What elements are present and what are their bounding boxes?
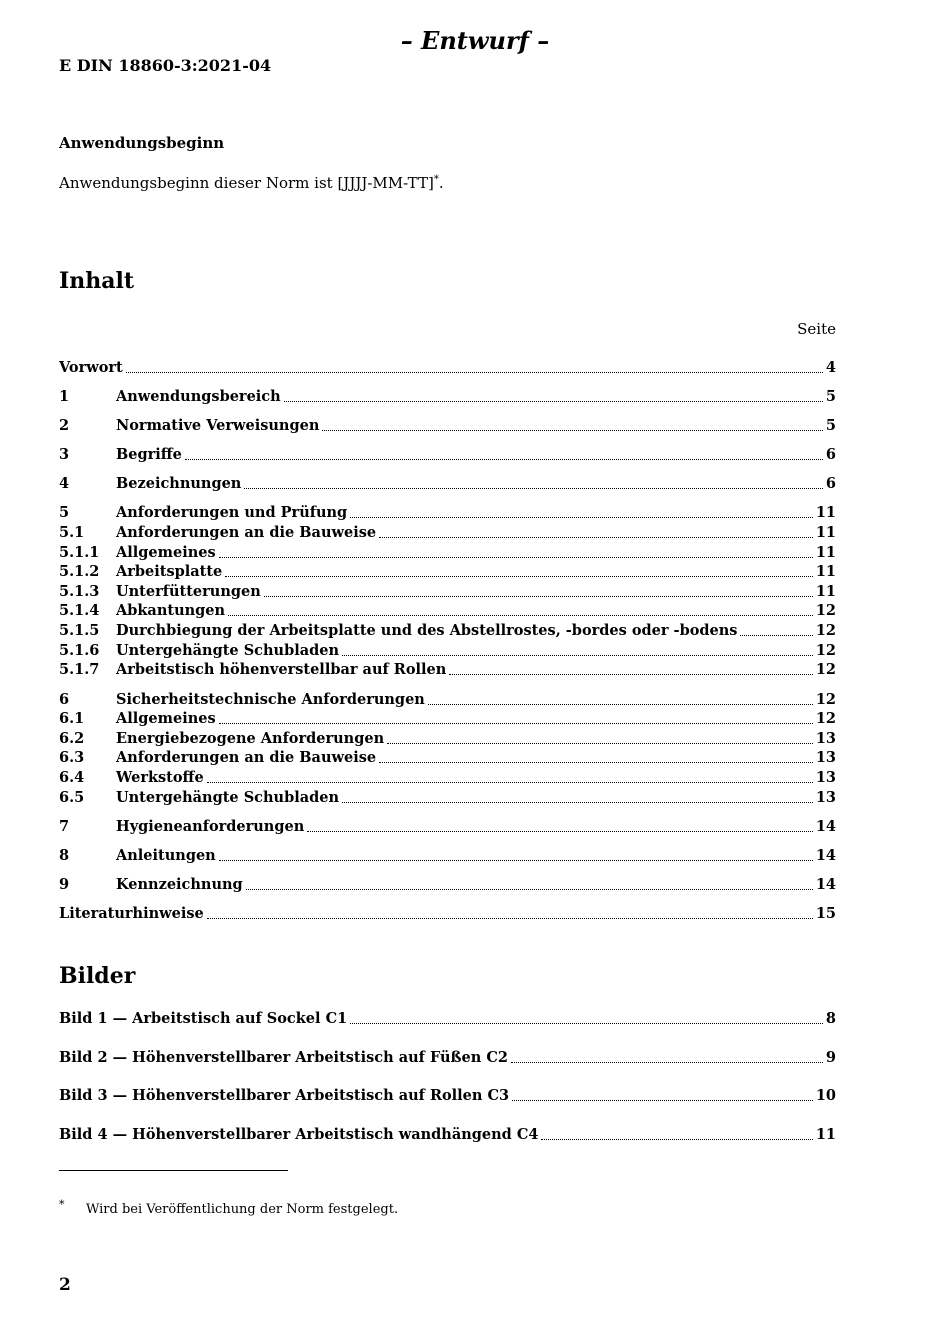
footnote-text: Wird bei Veröffentlichung der Norm festgelegt. [86,1202,399,1217]
dot-leader [428,690,813,705]
toc-entry-title: Bild 3 — Höhenverstellbarer Arbeitstisch auf Rollen C3 [59,1087,510,1104]
dot-leader [307,817,813,832]
toc-entry-page: 12 [815,661,836,678]
toc-entry-number: 6.4 [59,769,85,786]
toc-entry-number: 6.5 [59,789,85,806]
toc-entry-number: 4 [59,475,70,492]
toc-entry-number: 2 [59,417,70,434]
dot-leader [449,660,813,675]
anwendungsbeginn-heading: Anwendungsbeginn [59,134,225,152]
dot-leader [387,729,813,744]
dot-leader [219,709,813,724]
toc-entry-title: Abkantungen [116,602,226,619]
toc-entry-title: Literaturhinweise [59,905,204,922]
dot-leader [126,358,823,373]
dot-leader [219,846,813,861]
toc-entry[interactable] [59,1009,836,1029]
dot-leader [264,582,813,597]
toc-entry[interactable] [59,523,836,543]
toc-entry-page: 10 [815,1087,836,1104]
dot-leader [511,1048,823,1063]
toc-entry-page: 12 [815,710,836,727]
toc-entry-number: 3 [59,446,70,463]
toc-entry[interactable] [59,387,836,407]
dot-leader [379,748,813,763]
dot-leader [342,641,813,656]
toc-entry-title: Energiebezogene Anforderungen [116,730,385,747]
toc-entry[interactable] [59,768,836,788]
toc-entry-number: 5.1.4 [59,602,100,619]
toc-entry-number: 5.1.2 [59,563,100,580]
toc-entry[interactable] [59,601,836,621]
toc-entry-page: 11 [815,1126,836,1143]
toc-entry[interactable] [59,748,836,768]
toc-entry-number: 5 [59,504,70,521]
dot-leader [350,503,813,518]
dot-leader [379,523,813,538]
footnote-separator [59,1170,288,1171]
footnote-reference: * [433,174,439,185]
toc-entry-title: Arbeitstisch höhenverstellbar auf Rollen [116,661,447,678]
toc-entry-title: Anleitungen [116,847,216,864]
toc-entry-title: Allgemeines [116,544,216,561]
toc-entry[interactable] [59,582,836,602]
dot-leader [512,1086,813,1101]
dot-leader [322,416,823,431]
toc-entry[interactable] [59,641,836,661]
toc-entry[interactable] [59,562,836,582]
toc-entry-page: 12 [815,602,836,619]
draft-label: – Entwurf – [400,26,550,55]
toc-entry-title: Arbeitsplatte [116,563,223,580]
dot-leader [207,904,813,919]
toc-entry[interactable] [59,358,836,378]
toc-entry[interactable] [59,817,836,837]
figures-title: Bilder [59,963,136,989]
toc-entry-number: 6 [59,691,70,708]
toc-entry-page: 12 [815,622,836,639]
toc-entry-title: Bild 4 — Höhenverstellbarer Arbeitstisch wandhängend C4 [59,1126,539,1143]
toc-entry-page: 6 [825,475,836,492]
toc-entry[interactable] [59,474,836,494]
toc-entry-title: Werkstoffe [116,769,204,786]
toc-entry[interactable] [59,1086,836,1106]
toc-entry-title: Hygieneanforderungen [116,818,305,835]
toc-entry-page: 11 [815,544,836,561]
toc-entry-title: Normative Verweisungen [116,417,320,434]
dot-leader [185,445,823,460]
toc-entry-page: 11 [815,563,836,580]
toc-entry-number: 5.1.7 [59,661,100,678]
toc-entry[interactable] [59,1125,836,1145]
sentence-end: . [438,174,444,192]
toc-entry-title: Bezeichnungen [116,475,242,492]
dot-leader [350,1009,823,1024]
toc-entry[interactable] [59,621,836,641]
anwendungsbeginn-sentence: Anwendungsbeginn dieser Norm ist [JJJJ-MM-TT] [59,174,434,192]
toc-entry-number: 5.1.1 [59,544,100,561]
toc-entry-title: Sicherheitstechnische Anforderungen [116,691,425,708]
contents-title: Inhalt [59,268,135,294]
toc-entry-page: 12 [815,642,836,659]
toc-entry[interactable] [59,690,836,710]
dot-leader [225,562,813,577]
dot-leader [228,601,813,616]
toc-entry-number: 5.1 [59,524,85,541]
toc-entry-page: 12 [815,691,836,708]
toc-entry-number: 7 [59,818,70,835]
dot-leader [246,875,813,890]
toc-entry-page: 11 [815,504,836,521]
toc-entry-title: Vorwort [59,359,123,376]
toc-entry-number: 5.1.5 [59,622,100,639]
toc-entry-page: 14 [815,818,836,835]
anwendungsbeginn-text [59,174,444,192]
toc-entry[interactable] [59,416,836,436]
page-column-label: Seite [797,320,836,338]
toc-entry-title: Anforderungen und Prüfung [116,504,348,521]
toc-entry-page: 13 [815,749,836,766]
dot-leader [219,543,813,558]
toc-entry-title: Anwendungsbereich [116,388,281,405]
toc-entry-title: Bild 1 — Arbeitstisch auf Sockel C1 [59,1010,348,1027]
toc-entry-page: 5 [825,417,836,434]
dot-leader [541,1125,812,1140]
dot-leader [342,788,813,803]
toc-entry-number: 1 [59,388,70,405]
toc-entry-page: 14 [815,847,836,864]
toc-entry-page: 15 [815,905,836,922]
toc-entry[interactable] [59,875,836,895]
toc-entry-title: Allgemeines [116,710,216,727]
dot-leader [740,621,812,636]
toc-entry-page: 14 [815,876,836,893]
toc-entry-title: Untergehängte Schubladen [116,642,340,659]
toc-entry-title: Anforderungen an die Bauweise [116,749,377,766]
dot-leader [244,474,823,489]
toc-entry[interactable] [59,904,836,924]
toc-entry-number: 6.1 [59,710,85,727]
toc-entry[interactable] [59,660,836,680]
toc-entry-title: Kennzeichnung [116,876,243,893]
toc-entry[interactable] [59,543,836,563]
toc-entry-title: Unterfütterungen [116,583,261,600]
toc-entry-page: 8 [825,1010,836,1027]
toc-entry-number: 6.3 [59,749,85,766]
toc-entry-page: 11 [815,524,836,541]
toc-entry-page: 11 [815,583,836,600]
toc-entry-page: 13 [815,730,836,747]
toc-entry[interactable] [59,1048,836,1068]
toc-entry-page: 5 [825,388,836,405]
toc-entry-page: 9 [825,1049,836,1066]
toc-entry-page: 4 [825,359,836,376]
toc-entry[interactable] [59,503,836,523]
toc-entry[interactable] [59,729,836,749]
dot-leader [207,768,813,783]
toc-entry-number: 9 [59,876,70,893]
footnote-mark: * [59,1198,65,1211]
toc-entry-page: 6 [825,446,836,463]
toc-entry-number: 6.2 [59,730,85,747]
document-id: E DIN 18860-3:2021-04 [59,56,272,75]
toc-entry[interactable] [59,846,836,866]
toc-entry-title: Durchbiegung der Arbeitsplatte und des Abstellrostes, -bordes oder -bodens [116,622,738,639]
toc-entry-page: 13 [815,769,836,786]
page-number: 2 [59,1275,71,1295]
dot-leader [284,387,823,402]
toc-entry[interactable] [59,445,836,465]
toc-entry[interactable] [59,709,836,729]
toc-entry[interactable] [59,788,836,808]
toc-entry-title: Untergehängte Schubladen [116,789,340,806]
toc-entry-number: 5.1.6 [59,642,100,659]
toc-entry-page: 13 [815,789,836,806]
toc-entry-title: Anforderungen an die Bauweise [116,524,377,541]
toc-entry-number: 8 [59,847,70,864]
toc-entry-number: 5.1.3 [59,583,100,600]
toc-entry-title: Begriffe [116,446,182,463]
toc-entry-title: Bild 2 — Höhenverstellbarer Arbeitstisch auf Füßen C2 [59,1049,508,1066]
